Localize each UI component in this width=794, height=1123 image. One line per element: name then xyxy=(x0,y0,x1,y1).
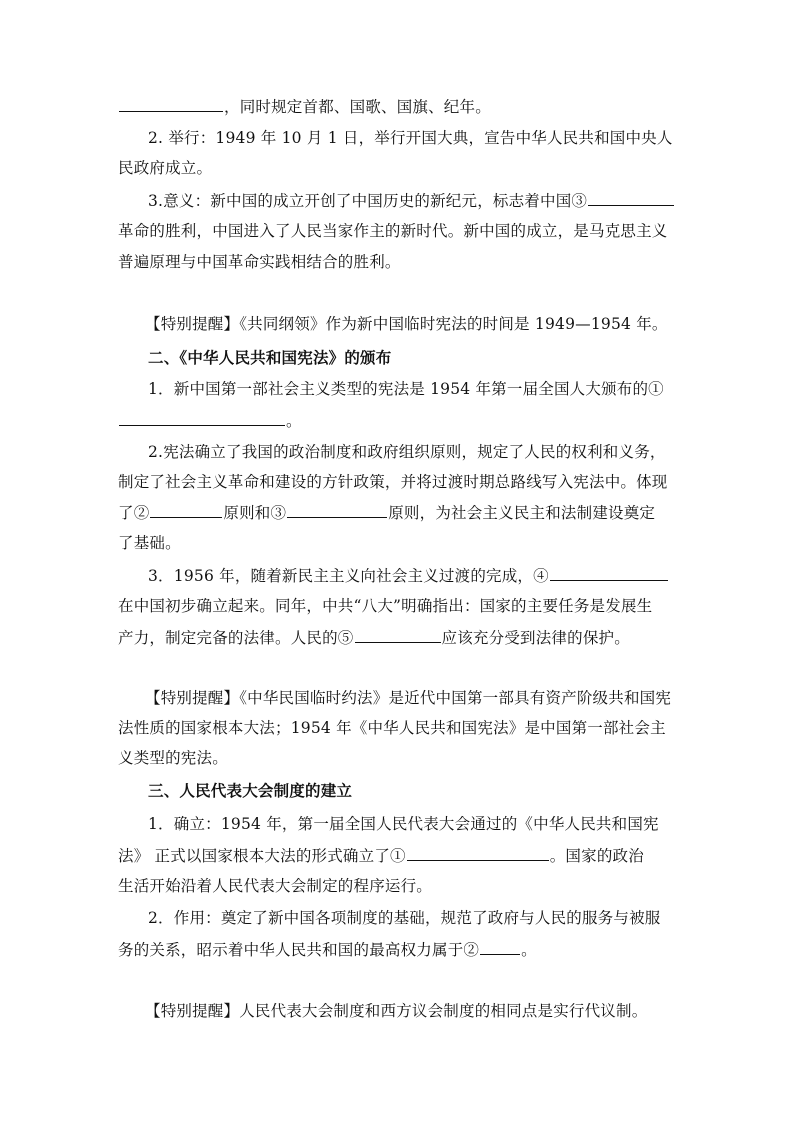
list-item-text xyxy=(118,627,678,648)
fill-blank[interactable] xyxy=(550,565,668,581)
special-reminder xyxy=(145,688,705,708)
text-span: 。国家的政治 xyxy=(549,847,644,865)
text-span: 了② xyxy=(118,504,150,522)
list-item-text: 2．作用：奠定了新中国各项制度的基础，规范了政府与人民的服务与被服 xyxy=(148,909,661,927)
list-item-text: 2.宪法确立了我国的政治制度和政府组织原则，规定了人民的权利和义务， xyxy=(148,443,666,461)
list-item-text: 生活开始沿着人民代表大会制定的程序运行。 xyxy=(118,877,433,895)
reminder-label: 【特别提醒】 xyxy=(145,689,240,707)
list-item-text: 制定了社会主义革命和建设的方针政策，并将过渡时期总路线写入宪法中。体现 xyxy=(118,473,668,491)
list-item-text: 1．确立：1954 年，第一届全国人民代表大会通过的《中华人民共和国宪 xyxy=(148,815,659,833)
list-item-text xyxy=(118,939,678,960)
list-item-text xyxy=(118,410,678,431)
fill-blank[interactable] xyxy=(480,939,520,955)
text-span: 原则，为社会主义民主和法制建设奠定 xyxy=(388,504,656,522)
fill-blank[interactable] xyxy=(588,190,674,206)
text-span: 产力，制定完备的法律。人民的⑤ xyxy=(118,629,354,647)
text-span: 3.意义：新中国的成立开创了中国历史的新纪元，标志着中国③ xyxy=(148,192,588,210)
special-reminder xyxy=(145,314,705,334)
text-span: 。 xyxy=(286,412,302,430)
list-item-text xyxy=(148,190,708,211)
list-item-text: 1．新中国第一部社会主义类型的宪法是 1954 年第一届全国人大颁布的① xyxy=(148,380,664,398)
list-item-text: 在中国初步确立起来。同年，中共“八大”明确指出：国家的主要任务是发展生 xyxy=(118,597,653,615)
text-span: 原则和③ xyxy=(223,504,287,522)
fill-blank[interactable] xyxy=(119,96,223,112)
list-item-text xyxy=(118,845,678,866)
fill-blank[interactable] xyxy=(150,502,222,518)
list-item-text xyxy=(118,502,678,523)
list-item-text: 2. 举行：1949 年 10 月 1 日，举行开国大典，宣告中华人民共和国中央人 xyxy=(148,129,673,147)
list-item-text xyxy=(148,565,708,586)
section-heading: 二、《中华人民共和国宪法》的颁布 xyxy=(148,348,392,367)
fill-blank[interactable] xyxy=(355,627,441,643)
list-item-text: 了基础。 xyxy=(118,534,181,552)
section-heading: 三、人民代表大会制度的建立 xyxy=(148,781,353,800)
text-line xyxy=(118,96,678,117)
list-item-text: 革命的胜利，中国进入了人民当家作主的新时代。新中国的成立，是马克思主义 xyxy=(118,222,668,240)
text-span: 法》 正式以国家根本大法的形式确立了① xyxy=(118,847,406,865)
fill-blank[interactable] xyxy=(119,410,285,426)
text-span: 3．1956 年，随着新民主主义向社会主义过渡的完成，④ xyxy=(148,567,549,585)
reminder-text: 法性质的国家根本大法；1954 年《中华人民共和国宪法》是中国第一部社会主 xyxy=(118,719,666,737)
fill-blank[interactable] xyxy=(407,845,549,861)
reminder-text: 《中华民国临时约法》是近代中国第一部具有资产阶级共和国宪 xyxy=(239,689,672,707)
text-span: 。 xyxy=(521,941,537,959)
reminder-text: 《共同纲领》作为新中国临时宪法的时间是 1949—1954 年。 xyxy=(239,315,668,333)
text-span: 务的关系，昭示着中华人民共和国的最高权力属于② xyxy=(118,941,480,959)
list-item-text: 民政府成立。 xyxy=(118,159,213,177)
reminder-label: 【特别提醒】 xyxy=(145,1002,240,1020)
fill-blank[interactable] xyxy=(287,502,387,518)
text-span: ，同时规定首都、国歌、国旗、纪年。 xyxy=(224,98,491,116)
special-reminder xyxy=(145,1001,705,1021)
reminder-text: 义类型的宪法。 xyxy=(118,749,228,767)
reminder-label: 【特别提醒】 xyxy=(145,315,240,333)
text-span: 应该充分受到法律的保护。 xyxy=(441,629,630,647)
reminder-text: 人民代表大会制度和西方议会制度的相同点是实行代议制。 xyxy=(239,1002,648,1020)
list-item-text: 普遍原理与中国革命实践相结合的胜利。 xyxy=(118,253,401,271)
